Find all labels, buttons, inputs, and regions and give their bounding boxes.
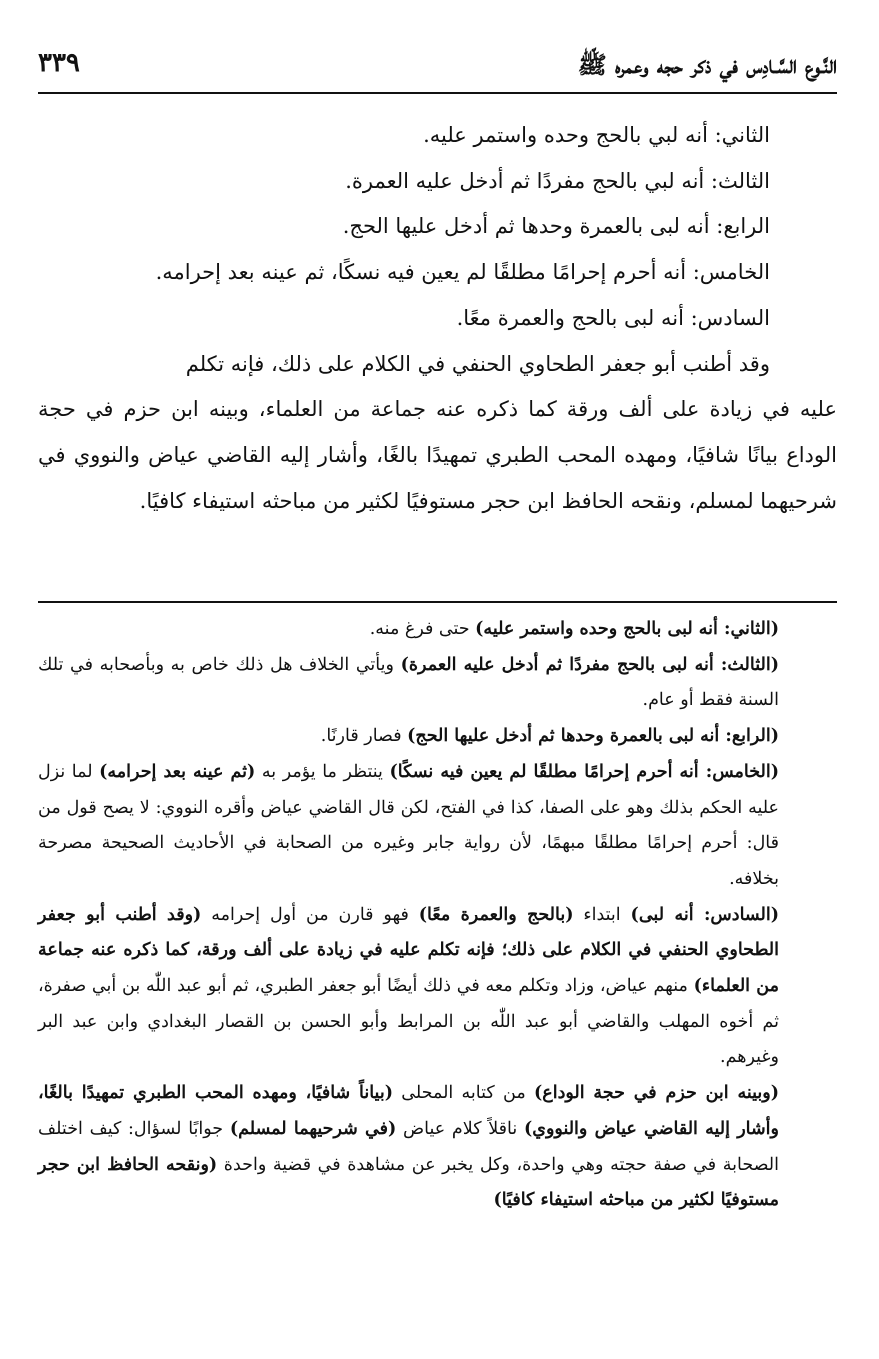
- main-paragraph-body: عليه في زيادة على ألف ورقة كما ذكره عنه جماعة من العلماء، وبينه ابن حزم في حجة الوداع بيانًا شافيًا، ومهده المحب الطبري تمهيدًا بالغًا، وأشار إليه القاضي عياض والنووي في شرحيهما لمسلم، ونقحه الحافظ ابن حجر مستوفيًا لكثير من مباحثه استيفاء كافيًا.: [38, 397, 837, 513]
- main-item-fourth: الرابع: أنه لبى بالعمرة وحدها ثم أدخل عليها الحج.: [342, 214, 770, 239]
- note-sixth-text: ابتداء: [573, 904, 631, 925]
- note-sixth-text-2: فهو قارن من أول إحرامه: [201, 904, 419, 925]
- note-ibn-hazm-quote-2: (بياناً شافيًا، ومهده المحب الطبري تمهيدًا بالغًا، وأشار إليه القاضي عياض والنووي): [38, 1083, 779, 1139]
- note-fourth-quote: (الرابع: أنه لبى بالعمرة وحدها ثم أدخل عليها الحج): [407, 726, 779, 747]
- note-ibn-hazm-quote-4: (ونقحه الحافظ ابن حجر مستوفيًا لكثير من مباحثه استيفاء كافيًا): [38, 1154, 779, 1211]
- note-sixth-quote-3: (وقد أطنب أبو جعفر الطحاوي الحنفي في الكلام على ذلك؛ فإنه تكلم عليه في زيادة على ألف ورقة، كما ذكره عنه جماعة من العلماء): [38, 904, 779, 997]
- page-header: [38, 44, 837, 94]
- main-item-fifth: الخامس: أنه أحرم إحرامًا مطلقًا لم يعين فيه نسكًا، ثم عينه بعد إحرامه.: [155, 260, 770, 285]
- main-item-sixth: السادس: أنه لبى بالحج والعمرة معًا.: [456, 305, 770, 330]
- note-ibn-hazm-text-3: جوابًا لسؤال: كيف اختلف الصحابة في صفة حجته وهي واحدة، وكل يخبر عن مشاهدة في قضية واحدة: [38, 1118, 779, 1175]
- main-item-third: الثالث: أنه لبي بالحج مفردًا ثم أدخل عليه العمرة.: [345, 168, 770, 193]
- note-ibn-hazm-text: من كتابه المحلى: [393, 1083, 534, 1104]
- note-fourth: [38, 719, 837, 755]
- footnote-divider: [38, 601, 837, 603]
- note-sixth-quote-2: (بالحج والعمرة معًا): [418, 904, 574, 925]
- note-sixth-quote: (السادس: أنه لبى): [630, 904, 780, 925]
- note-ibn-hazm-quote-3: (في شرحيهما لمسلم): [229, 1118, 397, 1139]
- note-second-text: حتى فرغ منه.: [369, 619, 476, 639]
- main-text: [38, 113, 837, 524]
- note-fifth-text: ينتظر ما يؤمر به: [255, 761, 390, 782]
- note-fifth-quote-2: (ثم عينه بعد إحرامه): [99, 761, 256, 782]
- note-third: [38, 648, 837, 719]
- note-sixth-text-3: منهم عياض، وزاد وتكلم معه في ذلك أيضًا أبو جعفر الطبري، ثم أبو عبد اللّٰه بن أبي صفرة، ثم أخوه المهلب والقاضي أبو عبد اللّٰه بن المرابط وأبو الحسن بن القصار البغدادي وابن عبد البر وغيرهم.: [38, 976, 779, 1068]
- note-ibn-hazm-text-2: ناقلاً كلام عياض: [396, 1118, 524, 1139]
- note-fifth: [38, 755, 837, 898]
- note-ibn-hazm: [38, 1076, 837, 1219]
- main-paragraph-first-line: وقد أطنب أبو جعفر الطحاوي الحنفي في الكلام على ذلك، فإنه تكلم: [185, 351, 770, 376]
- note-fifth-quote: (الخامس: أنه أحرم إحرامًا مطلقًا لم يعين فيه نسكًا): [389, 761, 779, 782]
- note-fifth-text-2: لما نزل عليه الحكم بذلك وهو على الصفا، كذا في الفتح، لكن قال القاضي عياض وأقره النووي: لا يصح قول من قال: أحرم إحرامًا مطلقًا مبهمًا، لأن رواية جابر وغيره من الصحابة في الأحاديث الصحيحة مصرحة بخلافه.: [38, 761, 779, 889]
- note-ibn-hazm-quote: (وبينه ابن حزم في حجة الوداع): [534, 1083, 779, 1104]
- note-third-quote: (الثالث: أنه لبى بالحج مفردًا ثم أدخل عليه العمرة): [400, 654, 779, 675]
- main-item-second: الثاني: أنه لبي بالحج وحده واستمر عليه.: [423, 123, 770, 147]
- page-number: ٣٣٩: [38, 48, 80, 78]
- note-third-text: ويأتي الخلاف هل ذلك خاص به وبأصحابه في تلك السنة فقط أو عام.: [38, 654, 779, 711]
- note-second-quote: (الثاني: أنه لبى بالحج وحده واستمر عليه): [475, 619, 779, 639]
- running-title: النَّـوع السَّـادِس في ذكر حجه وعمره ﷺ: [577, 50, 837, 79]
- note-fourth-text: فصار قارنًا.: [320, 726, 408, 747]
- note-sixth: [38, 898, 837, 1077]
- note-second: [38, 612, 837, 648]
- commentary: [38, 612, 837, 1219]
